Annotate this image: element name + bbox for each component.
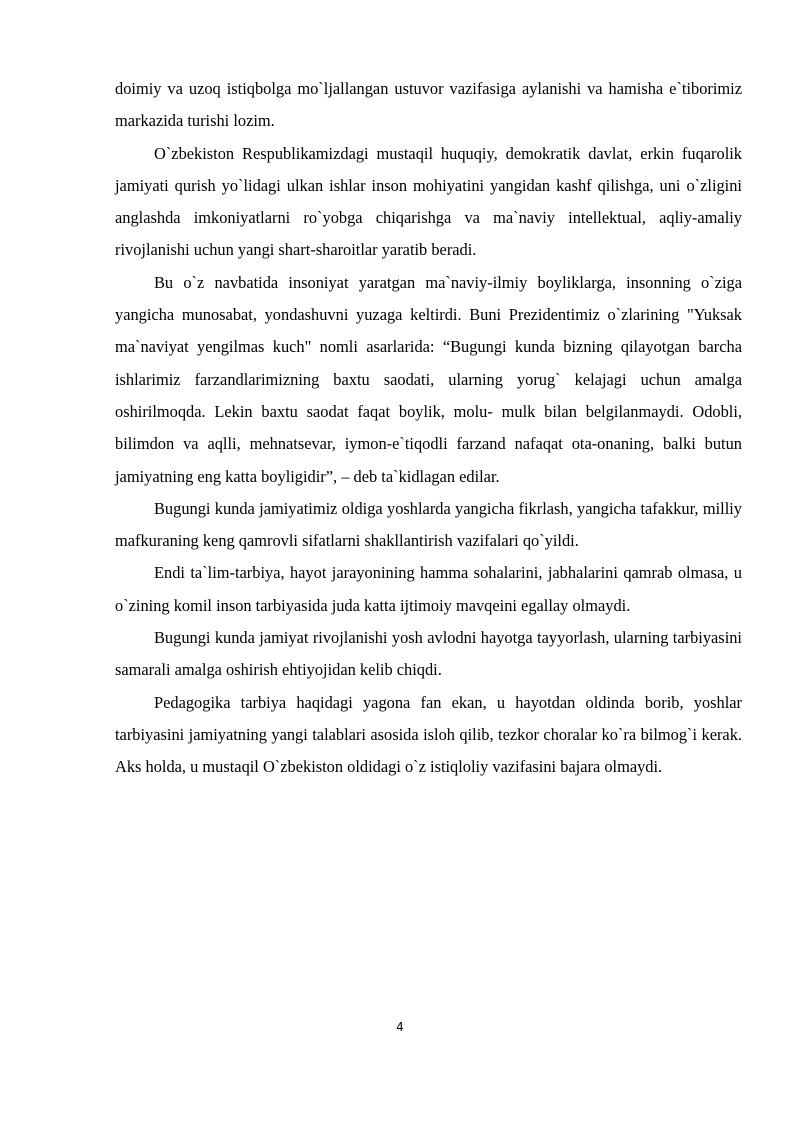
paragraph-1: doimiy va uzoq istiqbolga mo`ljallangan ustuvor vazifasiga aylanishi va hamisha e`tiborimiz markazida turishi lozim.	[115, 79, 742, 131]
body-text	[115, 73, 742, 784]
paragraph-2: O`zbekiston Respublikamizdagi mustaqil huquqiy, demokratik davlat, erkin fuqarolik jamiyati qurish yo`lidagi ulkan ishlar inson mohiyatini yangidan kashf qilishga, uni o`zligini anglashda imkoniyatlarni ro`yobga chiqarishga va ma`naviy intellektual, aqliy-amaliy rivojlanishi uchun yangi shart-sharoitlar yaratib beradi.	[115, 143, 742, 260]
paragraph-4: Bugungi kunda jamiyatimiz oldiga yoshlarda yangicha fikrlash, yangicha tafakkur, milliy mafkuraning keng qamrovli sifatlarni shakllantirish vazifalari qo`yildi.	[115, 498, 742, 551]
paragraph-6: Bugungi kunda jamiyat rivojlanishi yosh avlodni hayotga tayyorlash, ularning tarbiyasini samarali amalga oshirish ehtiyojidan kelib chiqdi.	[115, 628, 742, 680]
page-number: 4	[396, 1020, 404, 1034]
paragraph-3: Bu o`z navbatida insoniyat yaratgan ma`naviy-ilmiy boyliklarga, insonning o`ziga yangicha munosabat, yondashuvni yuzaga keltirdi. Buni Prezidentimiz o`zlarining "Yuksak ma`naviyat yengilmas kuch" nomli asarlarida: “Bugungi kunda bizning qilayotgan barcha ishlarimiz farzandlarimizning baxtu saodati, ularning yorug` kelajagi uchun amalga oshirilmoqda. Lekin baxtu saodat faqat boylik, molu- mulk bilan belgilanmaydi. Odobli, bilimdon va aqlli, mehnatsevar, iymon-e`tiqodli farzand nafaqat ota-onaning, balki butun jamiyatning eng katta boyligidir”, – deb ta`kidlagan edilar.	[115, 272, 742, 486]
paragraph-5: Endi ta`lim-tarbiya, hayot jarayonining hamma sohalarini, jabhalarini qamrab olmasa, u o`zining komil inson tarbiyasida juda katta ijtimoiy mavqeini egallay olmaydi.	[115, 563, 742, 615]
paragraph-7: Pedagogika tarbiya haqidagi yagona fan ekan, u hayotdan oldinda borib, yoshlar tarbiyasini jamiyatning yangi talablari asosida isloh qilib, tezkor choralar ko`ra bilmog`i kerak. Aks holda, u mustaqil O`zbekiston oldidagi o`z istiqloliy vazifasini bajara olmaydi.	[115, 692, 742, 777]
